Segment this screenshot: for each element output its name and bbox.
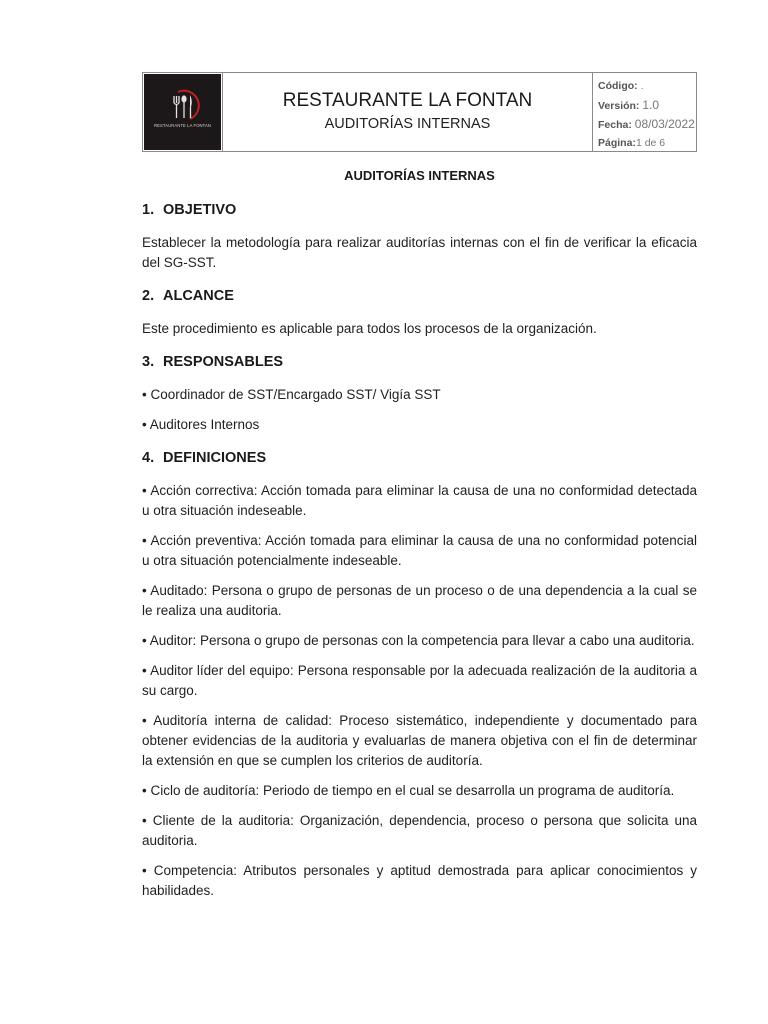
section-number: 2. bbox=[142, 288, 155, 304]
document-body bbox=[142, 165, 697, 911]
section-title: DEFINICIONES bbox=[163, 450, 267, 466]
section-heading-objetivo bbox=[142, 201, 697, 219]
section-heading-responsables bbox=[142, 353, 697, 371]
paragraph: Este procedimiento es aplicable para todos los procesos de la organización. bbox=[142, 321, 597, 336]
logo-cell bbox=[143, 73, 223, 151]
section-title: RESPONSABLES bbox=[163, 354, 284, 370]
restaurant-logo bbox=[144, 74, 221, 150]
section-heading-definiciones bbox=[142, 449, 697, 467]
meta-version bbox=[598, 96, 696, 115]
section-heading-alcance bbox=[142, 287, 697, 305]
meta-version-label: Versión: bbox=[598, 100, 640, 112]
document-title: AUDITORÍAS INTERNAS bbox=[344, 168, 495, 183]
section-number: 3. bbox=[142, 354, 155, 370]
section-number: 4. bbox=[142, 450, 155, 466]
header-title-cell bbox=[223, 73, 593, 151]
paragraph: Establecer la metodología para realizar auditorías internas con el fin de verificar la eficacia del SG-SST. bbox=[142, 235, 697, 270]
header-subtitle: AUDITORÍAS INTERNAS bbox=[324, 116, 491, 132]
definition-item: • Ciclo de auditoría: Periodo de tiempo en el cual se desarrolla un programa de auditoría. bbox=[142, 783, 675, 798]
meta-version-value: 1.0 bbox=[642, 98, 660, 112]
logo-wordmark: RESTAURANTE LA FONTAN bbox=[153, 123, 212, 128]
definition-item: • Auditor líder del equipo: Persona responsable por la adecuada realización de la auditoria a su cargo. bbox=[142, 663, 697, 698]
list-item: • Coordinador de SST/Encargado SST/ Vigía SST bbox=[142, 387, 441, 402]
meta-code-label: Código: bbox=[598, 80, 638, 92]
definition-item: • Auditoría interna de calidad: Proceso sistemático, independiente y documentado para obtener evidencias de la auditoria y evaluarlas de manera objetiva con el fin de determinar la extensión en que se cumplen los criterios de auditoría. bbox=[142, 713, 697, 768]
definition-item: • Competencia: Atributos personales y aptitud demostrada para aplicar conocimientos y habilidades. bbox=[142, 863, 697, 898]
meta-page bbox=[598, 134, 696, 151]
definition-item: • Auditado: Persona o grupo de personas de un proceso o de una dependencia a la cual se le realiza una auditoria. bbox=[142, 583, 697, 618]
document-meta bbox=[593, 73, 696, 151]
definition-item: • Auditor: Persona o grupo de personas con la competencia para llevar a cabo una auditoria. bbox=[142, 633, 695, 648]
meta-date-label: Fecha: bbox=[598, 119, 632, 131]
cutlery-icon bbox=[144, 74, 221, 150]
meta-page-label: Página: bbox=[598, 137, 636, 149]
definition-item: • Acción preventiva: Acción tomada para eliminar la causa de una no conformidad potencial u otra situación potencialmente indeseable. bbox=[142, 533, 697, 568]
meta-date-value: 08/03/2022 bbox=[634, 117, 695, 131]
section-title: OBJETIVO bbox=[163, 202, 237, 218]
meta-code bbox=[598, 77, 696, 96]
meta-page-value: 1 de 6 bbox=[635, 137, 666, 149]
meta-date bbox=[598, 115, 696, 134]
section-number: 1. bbox=[142, 202, 155, 218]
document-header bbox=[142, 72, 697, 152]
company-name: RESTAURANTE LA FONTAN bbox=[282, 90, 533, 111]
section-title: ALCANCE bbox=[163, 288, 234, 304]
meta-code-value: . bbox=[640, 80, 644, 92]
definition-item: • Acción correctiva: Acción tomada para eliminar la causa de una no conformidad detectada u otra situación indeseable. bbox=[142, 483, 697, 518]
list-item: • Auditores Internos bbox=[142, 417, 260, 432]
definition-item: • Cliente de la auditoria: Organización, dependencia, proceso o persona que solicita una auditoria. bbox=[142, 813, 697, 848]
